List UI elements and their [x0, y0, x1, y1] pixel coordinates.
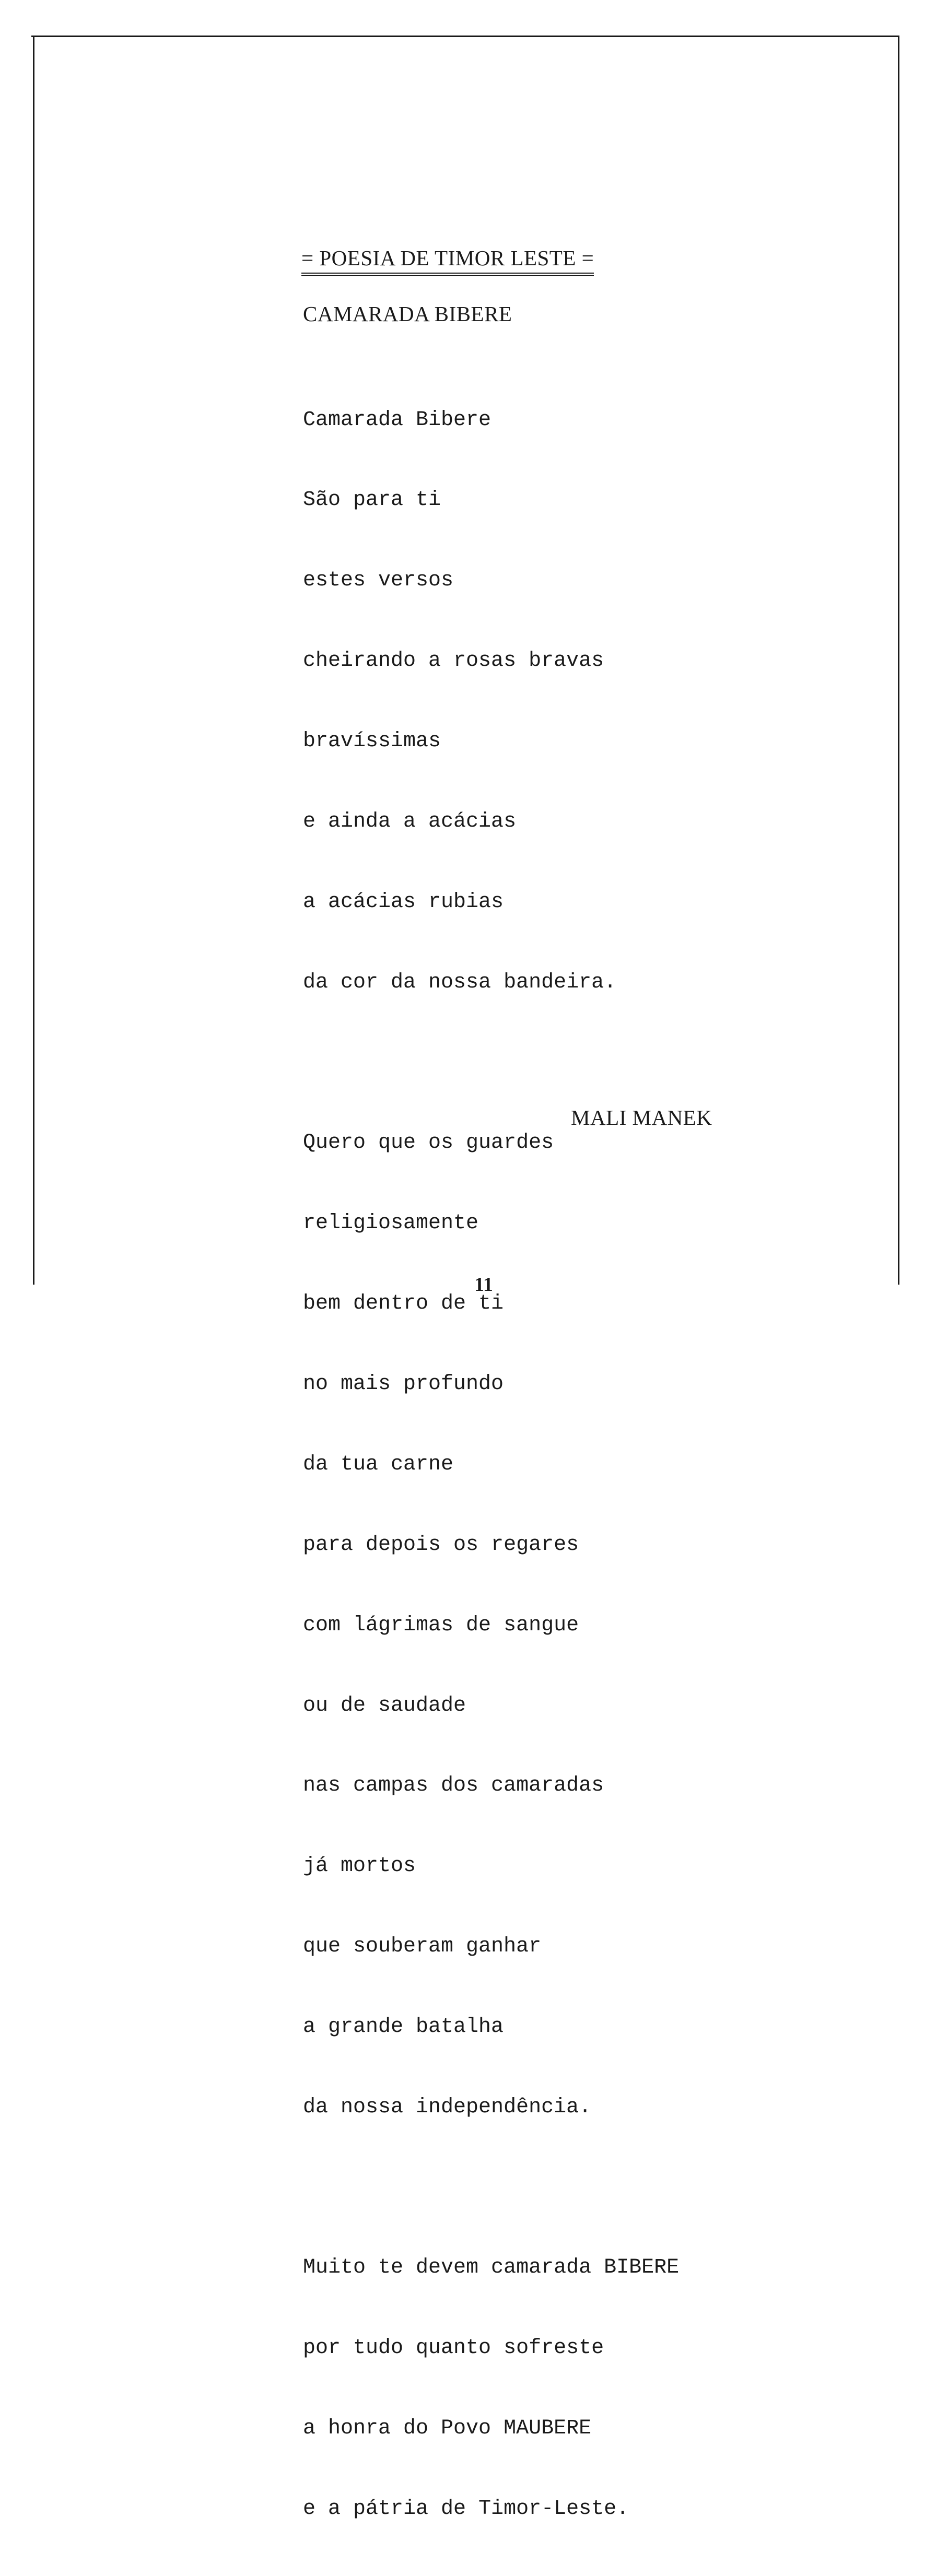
page-border-left	[33, 37, 34, 1285]
page-border-top	[31, 36, 899, 37]
poem-line: Quero que os guardes	[303, 1131, 554, 1155]
poem-line: e a pátria de Timor-Leste.	[303, 2497, 629, 2521]
poem-line: a honra do Povo MAUBERE	[303, 2417, 592, 2441]
poem-line: nas campas dos camaradas	[303, 1774, 604, 1798]
poem-line: bem dentro de ti	[303, 1292, 504, 1316]
poem-line: bravíssimas	[303, 730, 441, 754]
poem-line: a acácias rubias	[303, 890, 504, 914]
poem-line: Camarada Bibere	[303, 408, 492, 432]
poem-line: estes versos	[303, 569, 454, 593]
section-header: = POESIA DE TIMOR LESTE =	[301, 245, 594, 276]
poem-line: no mais profundo	[303, 1372, 504, 1396]
poem-line: e ainda a acácias	[303, 810, 517, 834]
poem-line: já mortos	[303, 1854, 416, 1878]
poem-line: da cor da nossa bandeira.	[303, 970, 617, 994]
poem-line: da tua carne	[303, 1452, 454, 1476]
stanza-3	[303, 2201, 825, 2576]
poem-author: MALI MANEK	[571, 1105, 712, 1130]
poem-line: com lágrimas de sangue	[303, 1613, 579, 1637]
poem-line: religiosamente	[303, 1211, 479, 1236]
poem-content	[303, 245, 825, 2576]
poem-line: da nossa independência.	[303, 2096, 592, 2119]
poem-line: São para ti	[303, 488, 441, 512]
page-border-right	[898, 37, 899, 1285]
poem-line: que souberam ganhar	[303, 1935, 542, 1959]
poem-line: Muito te devem camarada BIBERE	[303, 2256, 680, 2280]
page-number: 11	[474, 1274, 493, 1296]
stanza-2	[303, 1076, 825, 2174]
poem-line: cheirando a rosas bravas	[303, 649, 604, 673]
poem-line: a grande batalha	[303, 2015, 504, 2039]
poem-line: por tudo quanto sofreste	[303, 2336, 604, 2360]
stanza-1	[303, 353, 825, 1050]
poem-line: ou de saudade	[303, 1693, 466, 1718]
poem-line: para depois os regares	[303, 1533, 579, 1557]
poem-title: CAMARADA BIBERE	[303, 302, 512, 326]
